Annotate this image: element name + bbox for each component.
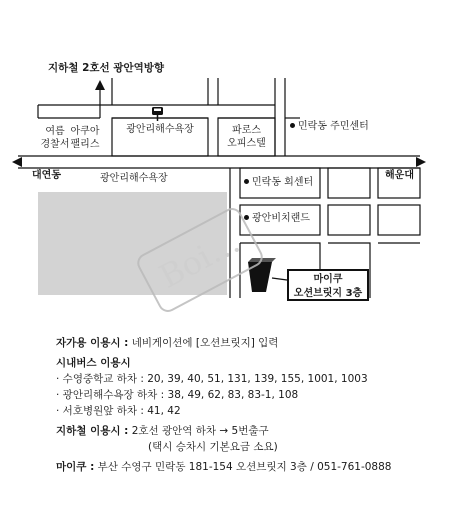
main-road — [18, 156, 420, 168]
car-directions — [56, 335, 446, 351]
main-road-label: 광안리해수욕장 — [100, 173, 168, 184]
marker-dot-icon — [244, 215, 249, 220]
bus-stop-icon — [152, 107, 163, 121]
marker-dot-icon — [290, 123, 295, 128]
subway-note: (택시 승차시 기본요금 소요) — [148, 441, 278, 453]
destination-callout — [287, 269, 369, 301]
paros-officetel-label: 파로스 오피스텔 — [227, 125, 266, 149]
subway-arrow-icon — [95, 80, 105, 90]
car-label: 자가용 이용시 : — [56, 337, 129, 349]
destination-floor: 오션브릿지 3층 — [293, 288, 363, 299]
bus-label: 시내버스 이용시 — [56, 357, 131, 369]
subway-text: 2호선 광안역 하차 → 5번출구 — [131, 425, 269, 437]
main-road-right-arrow-icon — [416, 157, 426, 167]
police-station-label: 여름 경찰서 — [40, 126, 70, 150]
destination-name: 마이쿠 — [313, 274, 343, 285]
aquapalace-label: 아쿠아 팰리스 — [70, 126, 100, 150]
beach-block-label: 광안리해수욕장 — [126, 124, 194, 135]
address-text: 부산 수영구 민락동 181-154 오션브릿지 3층 / 051-761-0888 — [97, 461, 392, 473]
main-road-left-arrow-icon — [12, 157, 22, 167]
road-right-label: 해운대 — [385, 170, 414, 181]
minrak-hall-text: 민락동 회센터 — [252, 177, 314, 188]
bus-line-3: · 서호병원앞 하차 : 41, 42 — [56, 405, 181, 417]
subway-road — [100, 78, 285, 118]
address-line — [56, 459, 446, 475]
bus-line-1: · 수영중학교 하차 : 20, 39, 40, 51, 131, 139, 155, 1001, 1003 — [56, 373, 368, 385]
road-left-label: 대연동 — [32, 170, 61, 181]
minrak-center-label — [290, 121, 369, 133]
marker-dot-icon — [244, 179, 249, 184]
minrak-center-text: 민락동 주민센터 — [298, 121, 369, 132]
car-text: 네비게이션에 [오션브릿지] 입력 — [131, 337, 279, 349]
beach-land-label — [244, 213, 310, 225]
watermark-logo: Boi… — [134, 205, 266, 316]
bus-line-2: · 광안리해수욕장 하차 : 38, 49, 62, 83, 83-1, 108 — [56, 389, 299, 401]
beach-land-text: 광안비치랜드 — [252, 213, 310, 224]
subway-label: 지하철 이용시 : — [56, 425, 129, 437]
subway-direction-label: 지하철 2호선 광안역방향 — [48, 62, 165, 74]
subway-directions — [56, 423, 446, 439]
address-label: 마이쿠 : — [56, 461, 95, 473]
minrak-hall-label — [244, 177, 313, 189]
directions-info — [56, 335, 446, 475]
